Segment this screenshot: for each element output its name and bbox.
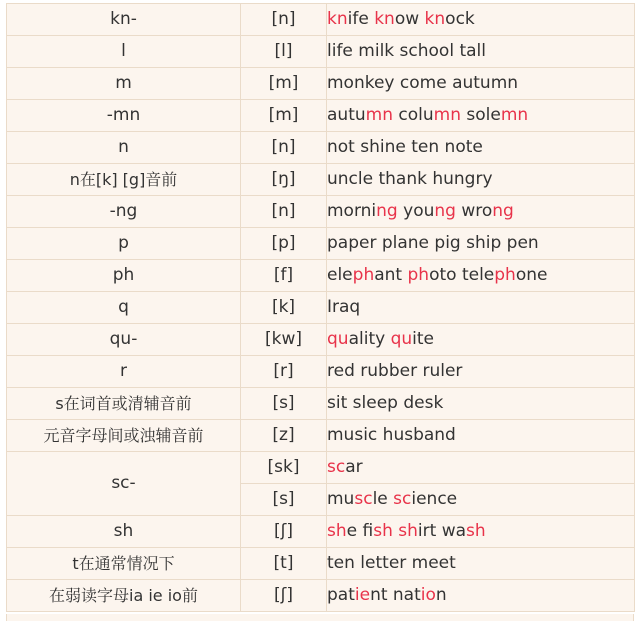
example-text: autu bbox=[327, 105, 366, 125]
examples-cell bbox=[327, 324, 635, 356]
example-text: colu bbox=[392, 105, 434, 125]
example-text: ow bbox=[394, 9, 425, 29]
examples-cell bbox=[327, 484, 635, 516]
ipa-cell: [l] bbox=[241, 36, 327, 68]
ipa-cell: [p] bbox=[241, 228, 327, 260]
example-text: ar bbox=[345, 457, 363, 477]
letter-cell: ph bbox=[7, 260, 241, 292]
letter-cell: qu- bbox=[7, 324, 241, 356]
table-row bbox=[7, 420, 635, 452]
examples-cell bbox=[327, 228, 635, 260]
examples-cell bbox=[327, 292, 635, 324]
example-text: ality bbox=[348, 329, 391, 349]
letter-cell: r bbox=[7, 356, 241, 388]
example-text: ite bbox=[412, 329, 435, 349]
example-text: life milk school tall bbox=[327, 41, 486, 61]
example-text: sole bbox=[460, 105, 501, 125]
highlighted-letters: mn bbox=[365, 105, 393, 125]
ipa-cell: [m] bbox=[241, 100, 327, 132]
highlighted-letters: sh bbox=[398, 521, 418, 541]
highlighted-letters: sc bbox=[327, 457, 346, 477]
table-row bbox=[7, 324, 635, 356]
examples-cell bbox=[327, 260, 635, 292]
letter-cell: t在通常情况下 bbox=[7, 548, 241, 580]
highlighted-letters: ng bbox=[376, 201, 398, 221]
highlighted-letters: sh bbox=[327, 521, 347, 541]
highlighted-letters: mn bbox=[500, 105, 529, 125]
table-row bbox=[7, 292, 635, 324]
examples-cell bbox=[327, 548, 635, 580]
example-text: oto tele bbox=[429, 265, 495, 285]
example-text: paper plane pig ship pen bbox=[327, 233, 539, 253]
phonics-table bbox=[6, 3, 635, 612]
table-row bbox=[7, 228, 635, 260]
letter-cell: q bbox=[7, 292, 241, 324]
ipa-cell: [ŋ] bbox=[241, 164, 327, 196]
ipa-cell: [m] bbox=[241, 68, 327, 100]
table-row bbox=[7, 196, 635, 228]
letter-cell: n在[k] [g]音前 bbox=[7, 164, 241, 196]
ipa-cell: [sk] bbox=[241, 452, 327, 484]
examples-cell bbox=[327, 68, 635, 100]
table-row bbox=[7, 68, 635, 100]
table-bottom-edge bbox=[6, 614, 634, 621]
ipa-cell: [t] bbox=[241, 548, 327, 580]
examples-cell bbox=[327, 36, 635, 68]
letter-cell: 元音字母间或浊辅音前 bbox=[7, 420, 241, 452]
example-text: ten letter meet bbox=[327, 553, 456, 573]
example-text: ele bbox=[327, 265, 353, 285]
highlighted-letters: kn bbox=[374, 9, 395, 29]
examples-cell bbox=[327, 452, 635, 484]
ipa-cell: [k] bbox=[241, 292, 327, 324]
letter-cell: m bbox=[7, 68, 241, 100]
examples-cell bbox=[327, 4, 635, 36]
ipa-cell: [s] bbox=[241, 484, 327, 516]
letter-cell: -ng bbox=[7, 196, 241, 228]
table-row bbox=[7, 388, 635, 420]
example-text: ock bbox=[445, 9, 475, 29]
examples-cell bbox=[327, 516, 635, 548]
example-text: ience bbox=[411, 489, 458, 509]
ipa-cell: [n] bbox=[241, 4, 327, 36]
highlighted-letters: ph bbox=[352, 265, 375, 285]
letter-cell: n bbox=[7, 132, 241, 164]
ipa-cell: [kw] bbox=[241, 324, 327, 356]
highlighted-letters: qu bbox=[390, 329, 413, 349]
example-text: morni bbox=[327, 201, 377, 221]
letter-cell: -mn bbox=[7, 100, 241, 132]
example-text: red rubber ruler bbox=[327, 361, 463, 381]
highlighted-letters: sh bbox=[466, 521, 486, 541]
highlighted-letters: ie bbox=[354, 585, 371, 605]
highlighted-letters: sc bbox=[354, 489, 373, 509]
ipa-cell: [n] bbox=[241, 132, 327, 164]
highlighted-letters: kn bbox=[424, 9, 446, 29]
example-text: wro bbox=[455, 201, 493, 221]
highlighted-letters: ng bbox=[434, 201, 456, 221]
letter-cell: sh bbox=[7, 516, 241, 548]
highlighted-letters: ph bbox=[407, 265, 430, 285]
ipa-cell: [ʃ] bbox=[241, 516, 327, 548]
examples-cell bbox=[327, 164, 635, 196]
ipa-cell: [n] bbox=[241, 196, 327, 228]
example-text: uncle thank hungry bbox=[327, 169, 493, 189]
example-text: nt nat bbox=[370, 585, 421, 605]
highlighted-letters: ng bbox=[492, 201, 514, 221]
ipa-cell: [z] bbox=[241, 420, 327, 452]
example-text: music husband bbox=[327, 425, 456, 445]
examples-cell bbox=[327, 580, 635, 612]
highlighted-letters: sc bbox=[393, 489, 412, 509]
example-text: you bbox=[397, 201, 435, 221]
example-text: irt wa bbox=[417, 521, 467, 541]
ipa-cell: [s] bbox=[241, 388, 327, 420]
highlighted-letters: sh bbox=[373, 521, 393, 541]
highlighted-letters: mn bbox=[433, 105, 461, 125]
example-text: ife bbox=[347, 9, 375, 29]
example-text: Iraq bbox=[327, 297, 361, 317]
letter-cell: sc- bbox=[7, 452, 241, 516]
table-row bbox=[7, 548, 635, 580]
letter-cell: kn- bbox=[7, 4, 241, 36]
letter-cell: p bbox=[7, 228, 241, 260]
example-text: n bbox=[435, 585, 447, 605]
examples-cell bbox=[327, 100, 635, 132]
highlighted-letters: qu bbox=[327, 329, 349, 349]
letter-cell: l bbox=[7, 36, 241, 68]
table-row bbox=[7, 580, 635, 612]
example-text: ant bbox=[374, 265, 408, 285]
letter-cell: 在弱读字母ia ie io前 bbox=[7, 580, 241, 612]
highlighted-letters: io bbox=[420, 585, 436, 605]
example-text: mu bbox=[327, 489, 355, 509]
examples-cell bbox=[327, 356, 635, 388]
example-text: pat bbox=[327, 585, 355, 605]
phonics-table-body bbox=[7, 4, 635, 612]
table-row bbox=[7, 516, 635, 548]
table-row bbox=[7, 4, 635, 36]
examples-cell bbox=[327, 132, 635, 164]
example-text: e fi bbox=[346, 521, 374, 541]
ipa-cell: [ʃ] bbox=[241, 580, 327, 612]
ipa-cell: [r] bbox=[241, 356, 327, 388]
highlighted-letters: ph bbox=[494, 265, 516, 285]
table-row bbox=[7, 260, 635, 292]
examples-cell bbox=[327, 196, 635, 228]
example-text: not shine ten note bbox=[327, 137, 483, 157]
ipa-cell: [f] bbox=[241, 260, 327, 292]
example-text: sit sleep desk bbox=[327, 393, 444, 413]
example-text: monkey come autumn bbox=[327, 73, 519, 93]
highlighted-letters: kn bbox=[327, 9, 348, 29]
table-row bbox=[7, 164, 635, 196]
table-row bbox=[7, 452, 635, 484]
table-row bbox=[7, 132, 635, 164]
table-row bbox=[7, 36, 635, 68]
table-row bbox=[7, 356, 635, 388]
table-row bbox=[7, 100, 635, 132]
examples-cell bbox=[327, 420, 635, 452]
letter-cell: s在词首或清辅音前 bbox=[7, 388, 241, 420]
examples-cell bbox=[327, 388, 635, 420]
example-text: le bbox=[372, 489, 394, 509]
example-text: one bbox=[515, 265, 548, 285]
